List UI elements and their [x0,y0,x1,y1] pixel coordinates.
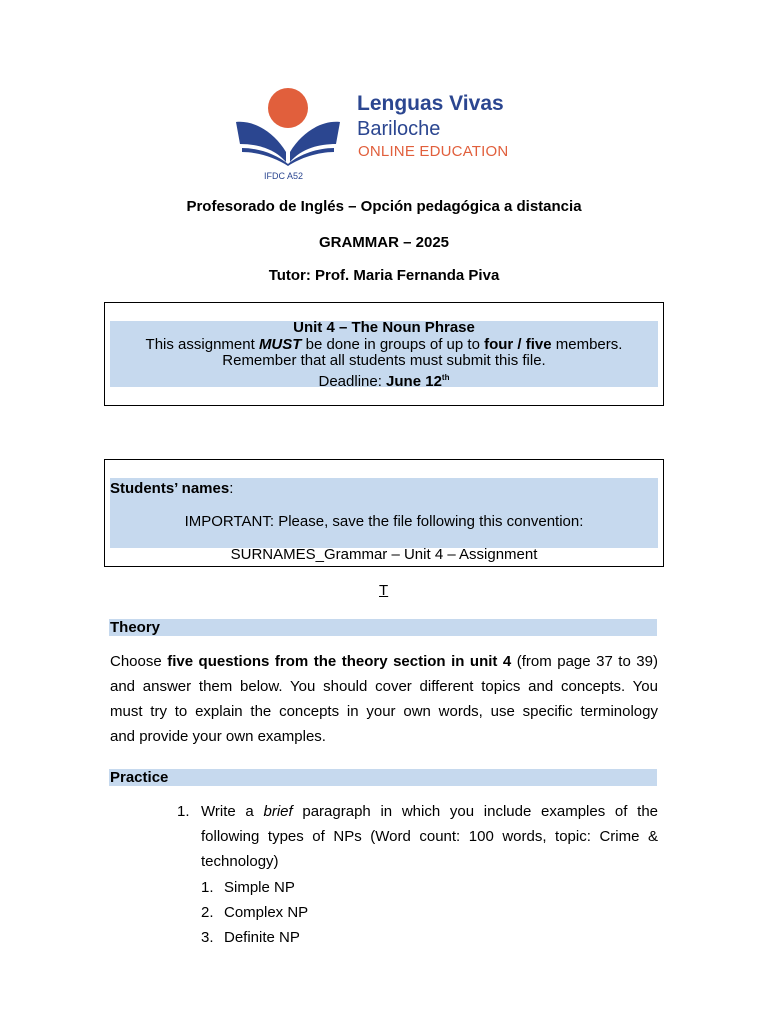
group-text-c: members. [551,336,623,353]
theory-heading: Theory [109,619,657,636]
practice-item-line-1 [201,799,658,824]
practice-item-line-2: following types of NPs (Word count: 100 words, topic: Crime & [201,828,658,845]
logo-tagline: ONLINE EDUCATION [358,143,509,160]
theory-line-4: and provide your own examples. [110,728,326,745]
theory-line-3: must try to explain the concepts in your own words, use specific terminology [110,703,658,720]
tutor-line: Tutor: Prof. Maria Fernanda Piva [268,267,500,284]
students-label-colon: : [229,480,234,497]
subitem-number: 3. [201,929,214,946]
subitem-complex-np: Complex NP [224,904,309,921]
item1-text-b: paragraph in which you include examples of the [292,803,658,820]
unit-title: Unit 4 – The Noun Phrase [293,319,475,336]
item1-emphasis: brief [263,803,293,820]
deadline-line [104,370,664,391]
logo-sun-shape [268,88,308,128]
course-title: GRAMMAR – 2025 [318,234,450,251]
practice-heading: Practice [109,769,657,786]
logo-code: IFDC A52 [264,171,304,181]
practice-item-1 [201,799,658,874]
logo-subtitle: Bariloche [357,118,441,140]
theory-emphasis: five questions from the theory section in unit 4 [167,653,512,670]
subitem-number: 1. [201,879,214,896]
group-text-b: be done in groups of up to [301,336,485,353]
group-size: four / five [484,336,552,353]
theory-text-a: Choose [110,653,168,670]
subitem-definite-np: Definite NP [224,929,300,946]
important-note: IMPORTANT: Please, save the file following this convention: [184,513,584,530]
students-label-text: Students’ names [110,480,230,497]
students-names-label [110,480,233,497]
theory-line-1 [110,649,658,674]
filename-convention: SURNAMES_Grammar – Unit 4 – Assignment [230,546,538,563]
program-title: Profesorado de Inglés – Opción pedagógica a distancia [186,198,582,215]
practice-item-number: 1. [177,803,190,820]
stray-mark: T [379,582,389,599]
theory-paragraph [110,649,658,749]
deadline-label: Deadline: [318,373,387,390]
logo-book-right-page [290,122,340,162]
subitem-number: 2. [201,904,214,921]
logo-book-spine [242,148,334,166]
group-text-a: This assignment [145,336,259,353]
theory-text-b: (from page 37 to 39) [511,653,658,670]
subitem-simple-np: Simple NP [224,879,295,896]
must-emphasis: MUST [258,336,302,353]
theory-line-2: and answer them below. You should cover different topics and concepts. You [110,678,658,695]
logo-title: Lenguas Vivas [357,92,504,115]
logo-book-left-page [236,122,286,162]
practice-item-line-3: technology) [201,853,279,870]
item1-text-a: Write a [201,803,264,820]
deadline-suffix: th [441,373,450,382]
submit-reminder: Remember that all students must submit this file. [222,352,546,369]
deadline-date: June 12 [386,373,442,390]
